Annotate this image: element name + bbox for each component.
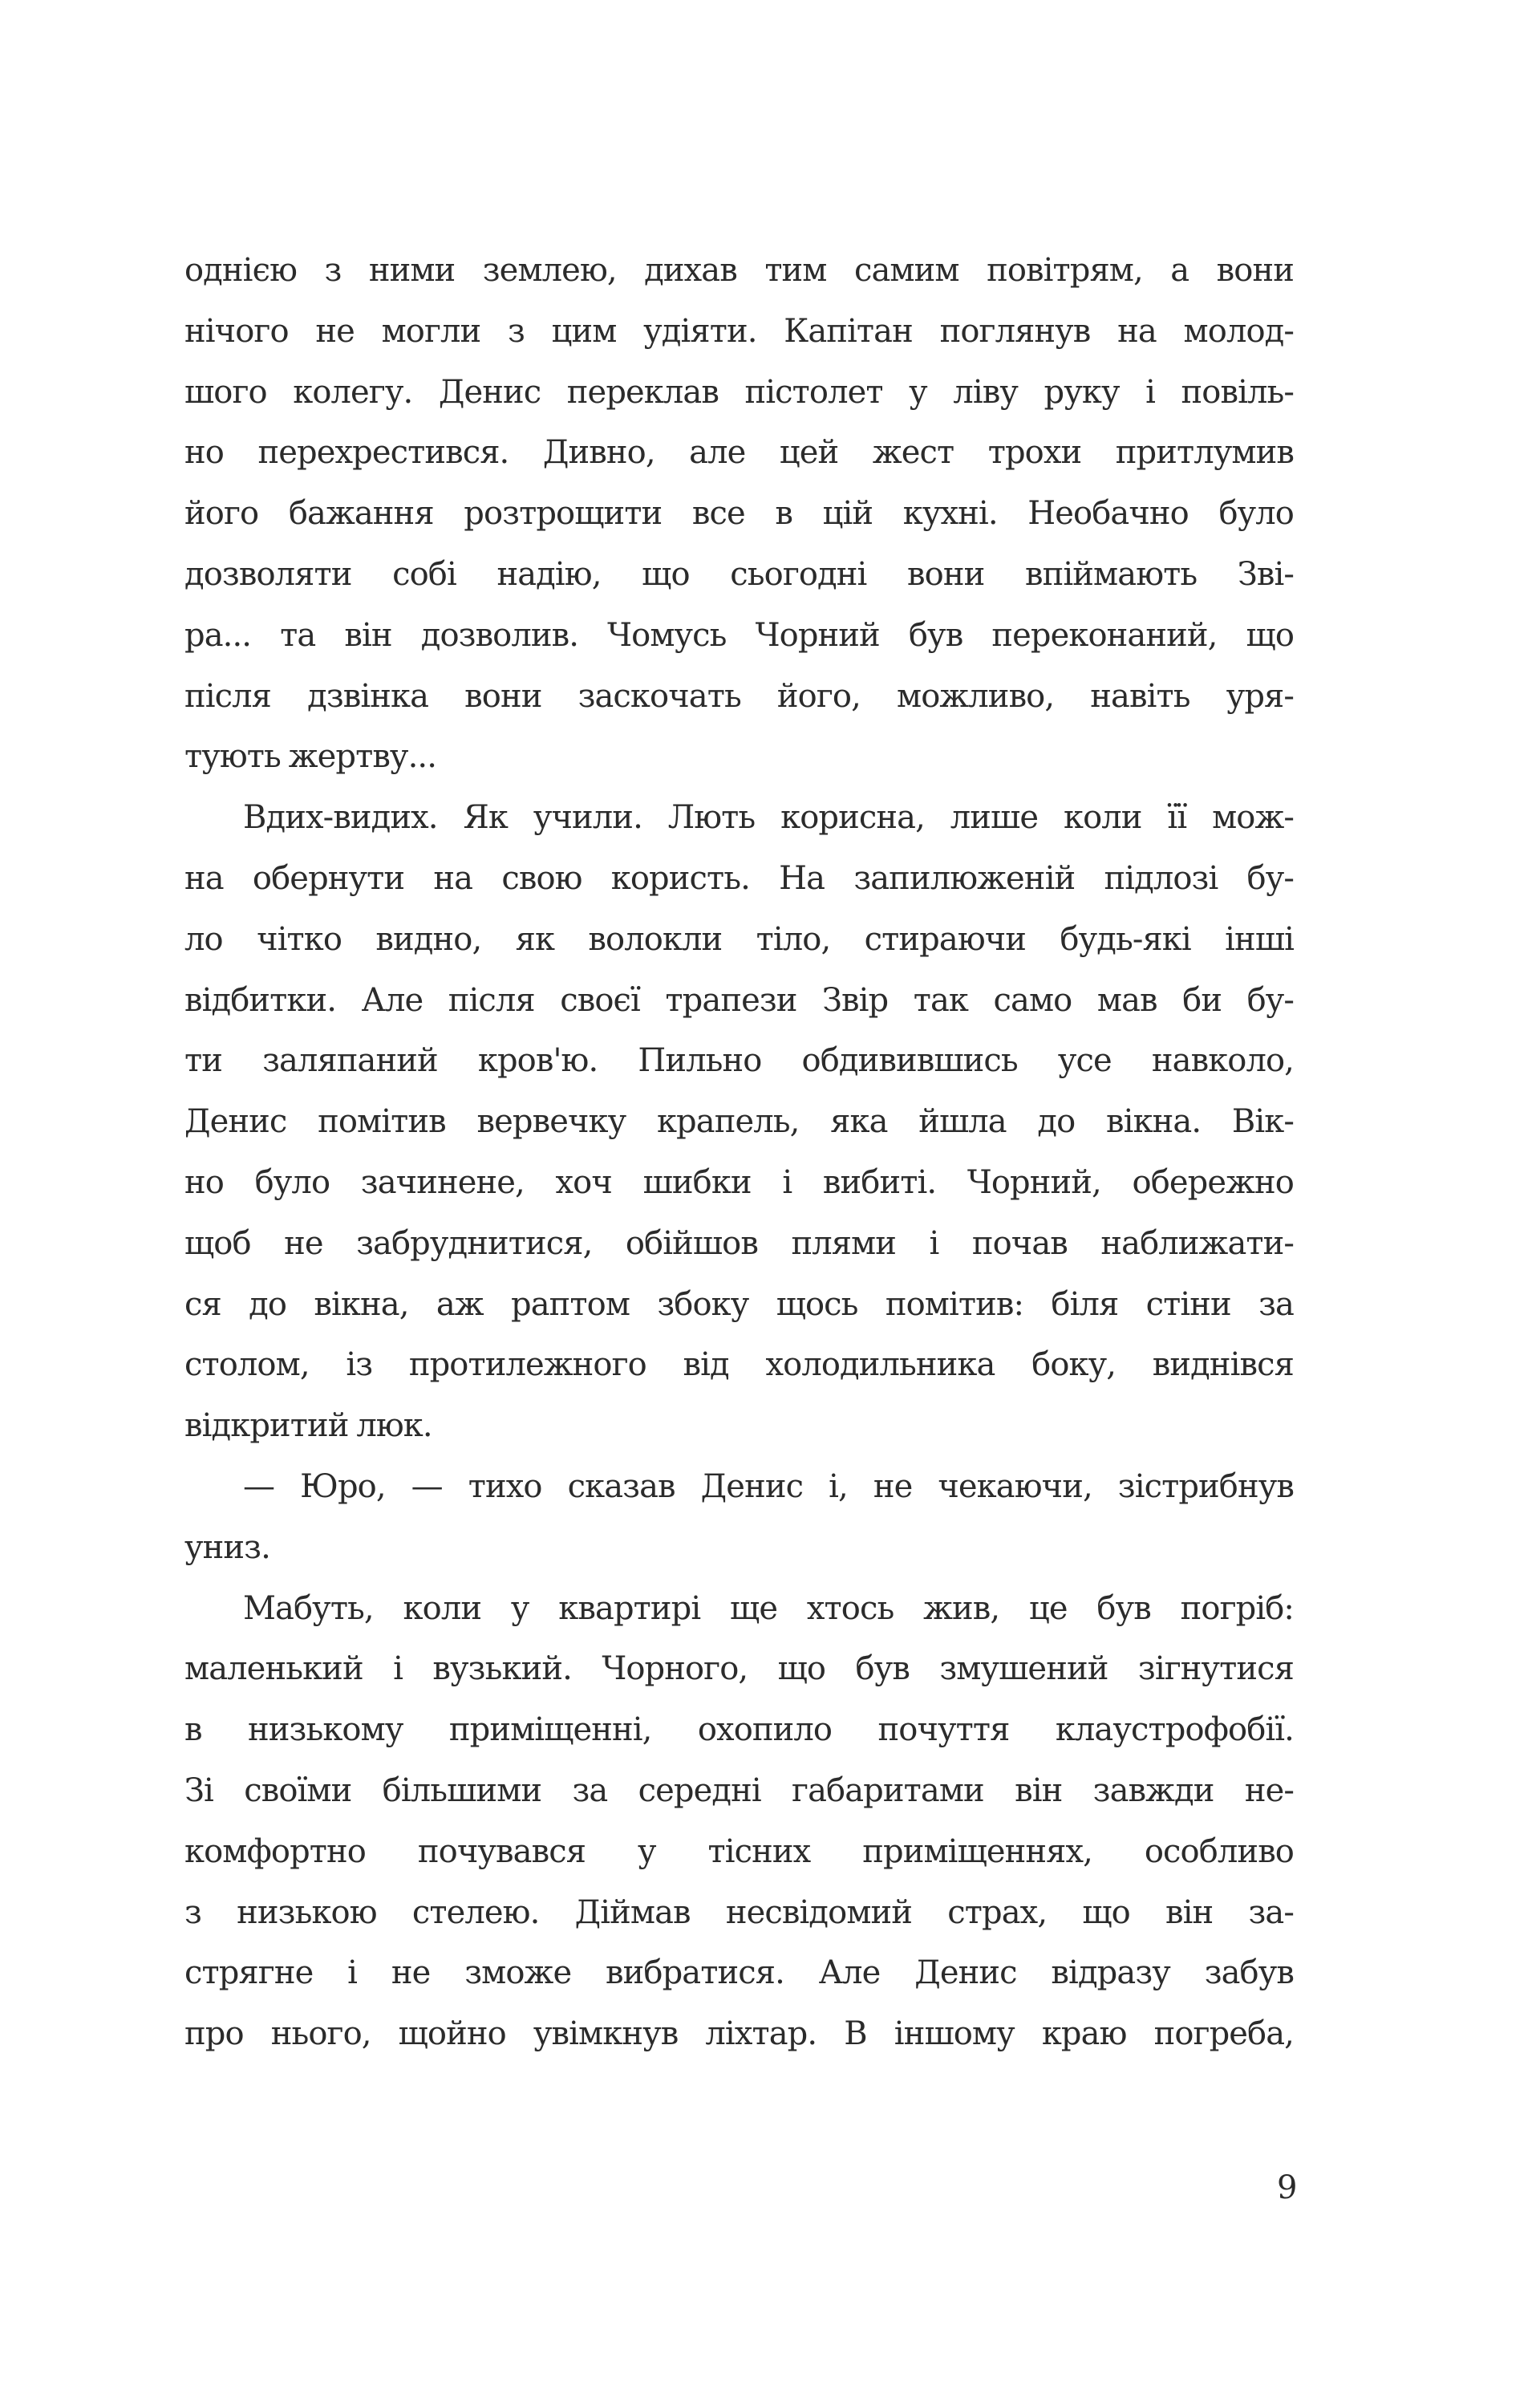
page-number: 9 <box>1277 2169 1298 2206</box>
text-line: на обернути на свою користь. На запилюженій підлозі бу- <box>184 859 1294 897</box>
text-line: шого колегу. Денис переклав пістолет у ліву руку і повіль- <box>184 373 1294 411</box>
text-line: дозволяти собі надію, що сьогодні вони впіймають Зві- <box>184 555 1294 593</box>
text-line: ся до вікна, аж раптом збоку щось помітив: біля стіни за <box>184 1285 1294 1323</box>
text-line: однією з ними землею, дихав тим самим повітрям, а вони <box>184 252 1294 289</box>
body-text <box>184 241 1294 2065</box>
text-line: після дзвінка вони заскочать його, можливо, навіть уря- <box>184 677 1294 715</box>
text-line: відбитки. Але після своєї трапези Звір так само мав би бу- <box>184 981 1294 1019</box>
text-line: но перехрестився. Дивно, але цей жест трохи притлумив <box>184 434 1294 472</box>
text-line: ти заляпаний кров'ю. Пильно обдивившись усе навколо, <box>184 1042 1294 1080</box>
text-line: маленький і вузький. Чорного, що був змушений зігнутися <box>184 1650 1294 1688</box>
text-line: комфортно почувався у тісних приміщеннях, особливо <box>184 1832 1294 1870</box>
text-line-paragraph-end: тують жертву... <box>184 738 437 776</box>
text-line: в низькому приміщенні, охопило почуття клаустрофобії. <box>184 1711 1294 1749</box>
text-line: но було зачинене, хоч шибки і вибиті. Чорний, обережно <box>184 1163 1294 1201</box>
text-line-paragraph-start: Мабуть, коли у квартирі ще хтось жив, це був погріб: <box>243 1589 1294 1627</box>
text-line: про нього, щойно увімкнув ліхтар. В іншому краю погреба, <box>184 2015 1294 2053</box>
text-line-paragraph-start: Вдих-видих. Як учили. Лють корисна, лише коли її мож- <box>243 799 1294 837</box>
text-line: столом, із протилежного від холодильника боку, виднівся <box>184 1346 1294 1384</box>
text-line: стрягне і не зможе вибратися. Але Денис відразу забув <box>184 1954 1294 1992</box>
text-line: Денис помітив вервечку крапель, яка йшла до вікна. Вік- <box>184 1103 1294 1141</box>
text-line: його бажання розтрощити все в цій кухні. Необачно було <box>184 495 1294 533</box>
text-line-paragraph-end: униз. <box>184 1528 270 1566</box>
text-line: з низькою стелею. Діймав несвідомий страх, що він за- <box>184 1893 1294 1931</box>
text-line: Зі своїми більшими за середні габаритами він завжди не- <box>184 1771 1294 1809</box>
text-line: щоб не забруднитися, обійшов плями і почав наближати- <box>184 1224 1294 1262</box>
text-line: ра... та він дозволив. Чомусь Чорний був переконаний, що <box>184 616 1294 654</box>
text-line-paragraph-end: відкритий люк. <box>184 1407 432 1445</box>
dialogue-line: — Юро, — тихо сказав Денис і, не чекаючи, зістрибнув <box>243 1467 1294 1505</box>
text-line: нічого не могли з цим удіяти. Капітан поглянув на молод- <box>184 312 1294 350</box>
text-line: ло чітко видно, як волокли тіло, стираючи будь-які інші <box>184 920 1294 958</box>
